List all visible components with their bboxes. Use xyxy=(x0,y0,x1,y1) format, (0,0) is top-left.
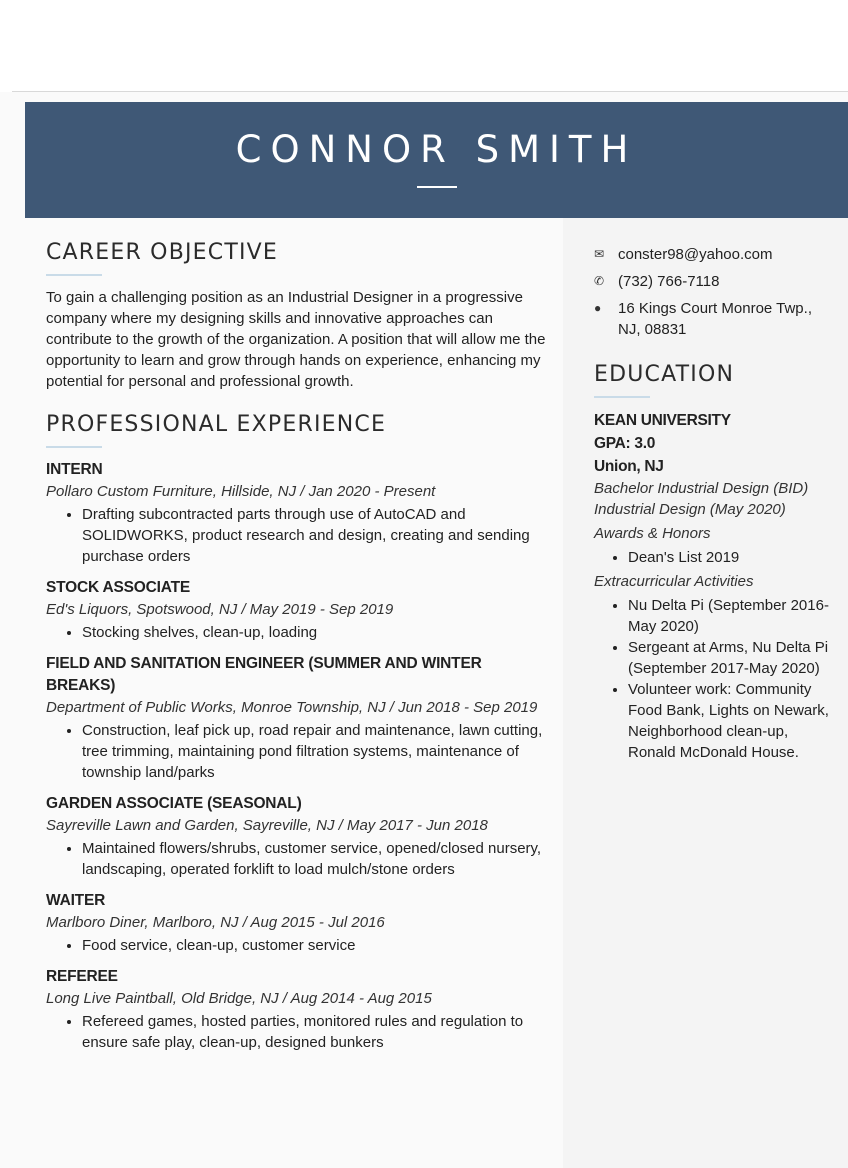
job-duty: • Construction, leaf pick up, road repair and maintenance, lawn cutting, tree trimming, maintaining pond filtration systems, maintenance of township land/parks xyxy=(82,720,551,783)
job-duties xyxy=(46,838,551,880)
phone-text: (732) 766-7118 xyxy=(618,273,720,290)
address-text: 16 Kings Court Monroe Twp., NJ, 08831 xyxy=(618,300,812,338)
job-entry xyxy=(46,653,551,783)
activity-item: • Nu Delta Pi (September 2016-May 2020) xyxy=(628,595,834,637)
objective-text: To gain a challenging position as an Industrial Designer in a progressive company where my designing skills and innovative approaches can contribute to the growth of the organization. A position that will allow me the opportunity to learn and grow through hands on experience, enhancing my potential for personal and professional growth. xyxy=(46,289,546,390)
page-edge xyxy=(12,91,848,92)
experience-heading: PROFESSIONAL EXPERIENCE xyxy=(46,412,387,437)
sidebar-column xyxy=(594,244,834,763)
education-divider xyxy=(594,396,650,398)
job-employer: Sayreville Lawn and Garden, Sayreville, NJ / May 2017 - Jun 2018 xyxy=(46,817,488,834)
job-employer: Pollaro Custom Furniture, Hillside, NJ / Jan 2020 - Present xyxy=(46,483,436,500)
awards-list xyxy=(594,547,834,568)
education-heading: EDUCATION xyxy=(594,362,735,387)
award-item: • Dean's List 2019 xyxy=(628,547,834,568)
degree-name: Bachelor Industrial Design (BID) xyxy=(594,480,809,497)
job-employer: Department of Public Works, Monroe Township, NJ / Jun 2018 - Sep 2019 xyxy=(46,699,538,716)
job-employer: Long Live Paintball, Old Bridge, NJ / Aug 2014 - Aug 2015 xyxy=(46,990,432,1007)
experience-divider xyxy=(46,446,102,448)
school-gpa: GPA: 3.0 xyxy=(594,435,656,452)
contact-phone xyxy=(594,271,834,292)
contact-email xyxy=(594,244,834,265)
job-employer: Marlboro Diner, Marlboro, NJ / Aug 2015 - Jul 2016 xyxy=(46,914,385,931)
job-entry xyxy=(46,793,551,880)
phone-icon: ✆ xyxy=(594,274,605,288)
job-entry xyxy=(46,966,551,1053)
job-title: INTERN xyxy=(46,461,103,478)
candidate-name: CONNOR SMITH xyxy=(235,128,638,171)
objective-heading: CAREER OBJECTIVE xyxy=(46,240,279,265)
job-duty: • Drafting subcontracted parts through use of AutoCAD and SOLIDWORKS, product research and design, creating and sending purchase orders xyxy=(82,504,551,567)
activity-item: • Volunteer work: Community Food Bank, Lights on Newark, Neighborhood clean-up, Ronald McDonald House. xyxy=(628,679,834,763)
contact-address xyxy=(594,298,834,340)
awards-heading: Awards & Honors xyxy=(594,525,711,542)
job-title: WAITER xyxy=(46,892,106,909)
job-duties xyxy=(46,622,551,643)
major-name: Industrial Design (May 2020) xyxy=(594,501,786,518)
job-duty: • Maintained flowers/shrubs, customer service, opened/closed nursery, landscaping, operated forklift to load mulch/stone orders xyxy=(82,838,551,880)
job-employer: Ed's Liquors, Spotswood, NJ / May 2019 - Sep 2019 xyxy=(46,601,394,618)
school-name: KEAN UNIVERSITY xyxy=(594,412,731,429)
job-duties xyxy=(46,1011,551,1053)
main-column xyxy=(46,240,551,1053)
job-entry xyxy=(46,890,551,956)
activities-list xyxy=(594,595,834,763)
job-duties xyxy=(46,935,551,956)
job-duty: • Food service, clean-up, customer service xyxy=(82,935,551,956)
scan-margin xyxy=(0,0,848,92)
job-title: GARDEN ASSOCIATE (SEASONAL) xyxy=(46,795,302,812)
job-title: FIELD AND SANITATION ENGINEER (SUMMER AND WINTER BREAKS) xyxy=(46,655,482,694)
job-title: STOCK ASSOCIATE xyxy=(46,579,190,596)
header-divider xyxy=(417,186,457,188)
map-pin-icon: ● xyxy=(594,301,602,315)
job-duties xyxy=(46,504,551,567)
job-entry xyxy=(46,577,551,643)
envelope-icon: ✉ xyxy=(594,247,605,261)
objective-divider xyxy=(46,274,102,276)
resume-header xyxy=(25,102,848,218)
job-entry xyxy=(46,459,551,567)
email-text: conster98@yahoo.com xyxy=(618,246,773,263)
activities-heading: Extracurricular Activities xyxy=(594,573,754,590)
job-duties xyxy=(46,720,551,783)
activity-item: • Sergeant at Arms, Nu Delta Pi (September 2017-May 2020) xyxy=(628,637,834,679)
job-title: REFEREE xyxy=(46,968,118,985)
job-duty: • Refereed games, hosted parties, monitored rules and regulation to ensure safe play, clean-up, designed bunkers xyxy=(82,1011,551,1053)
job-duty: • Stocking shelves, clean-up, loading xyxy=(82,622,551,643)
school-location: Union, NJ xyxy=(594,458,664,475)
